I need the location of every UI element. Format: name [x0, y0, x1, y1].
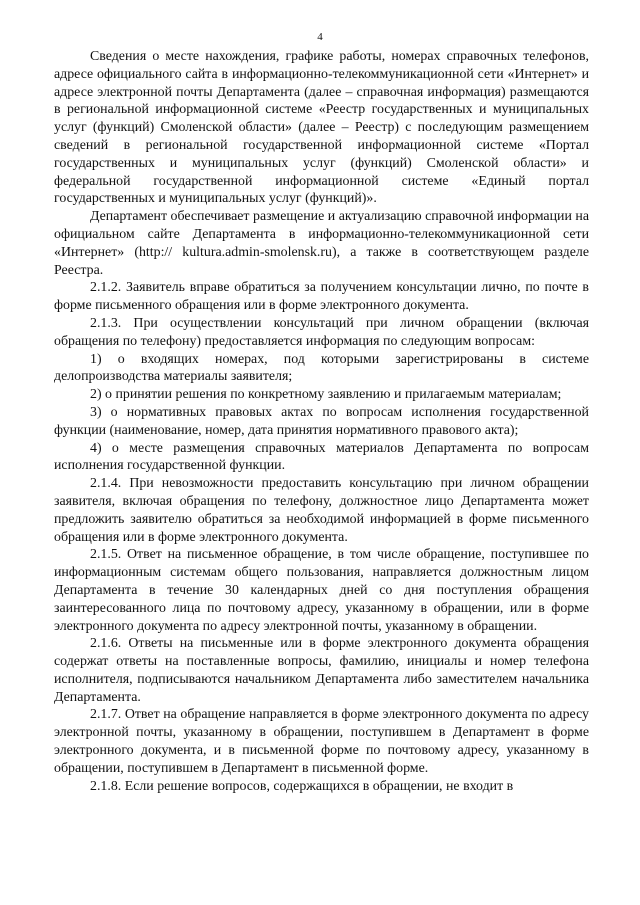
- paragraph-reference-info-placement: Сведения о месте нахождения, графике работы, номерах справочных телефонов, адресе официального сайта в информационно-телекоммуникационной сети «Интернет» и адресе электронной почты Департамента (далее – справочная информация) размещаются в региональной информационной системе «Реестр государственных и муниципальных услуг (функций) Смоленской области» (далее – Реестр) с последующим размещением сведений в региональной государственной информационной системе «Портал государственных и муниципальных услуг (функций) Смоленской области» и федеральной государственной информационной системе «Единый портал государственных и муниципальных услуг (функций)».: [54, 49, 589, 207]
- list-item-4: 4) о месте размещения справочных материалов Департамента по вопросам исполнения государственной функции.: [54, 440, 589, 474]
- list-item-1: 1) о входящих номерах, под которыми зарегистрированы в системе делопроизводства материалы заявителя;: [54, 351, 589, 385]
- paragraph-2-1-5: 2.1.5. Ответ на письменное обращение, в том числе обращение, поступившее по информационным системам общего пользования, направляется должностным лицом Департамента в течение 30 календарных дней со дня поступления обращения заинтересованного лица по почтовому адресу, указанному в обращении, или в форме электронного документа по адресу электронной почты, указанному в обращении.: [54, 547, 589, 634]
- paragraph-2-1-4: 2.1.4. При невозможности предоставить консультацию при личном обращении заявителя, включая обращения по телефону, должностное лицо Департамента может предложить заявителю обратиться за необходимой информацией в форме письменного обращения или в форме электронного документа.: [54, 476, 589, 545]
- paragraph-department-website: Департамент обеспечивает размещение и актуализацию справочной информации на официальном сайте Департамента в информационно-телекоммуникационной сети «Интернет» (http:// kultura.admin-smolensk.ru), а также в соответствующем разделе Реестра.: [54, 209, 589, 278]
- paragraph-2-1-8: 2.1.8. Если решение вопросов, содержащихся в обращении, не входит в: [90, 778, 514, 794]
- paragraph-2-1-6: 2.1.6. Ответы на письменные или в форме электронного документа обращения содержат ответы на поставленные вопросы, фамилию, инициалы и номер телефона исполнителя, подписываются начальником Департамента либо заместителем начальника Департамента.: [54, 636, 589, 705]
- list-item-3: 3) о нормативных правовых актах по вопросам исполнения государственной функции (наименование, номер, дата принятия нормативного правового акта);: [54, 404, 589, 438]
- paragraph-2-1-2: 2.1.2. Заявитель вправе обратиться за получением консультации лично, по почте в форме письменного обращения или в форме электронного документа.: [54, 280, 589, 314]
- paragraph-2-1-3: 2.1.3. При осуществлении консультаций при личном обращении (включая обращения по телефону) предоставляется информация по следующим вопросам:: [54, 315, 589, 349]
- page-number: 4: [317, 31, 323, 43]
- paragraph-2-1-7: 2.1.7. Ответ на обращение направляется в форме электронного документа по адресу электронной почты, указанному в обращении, поступившем в Департамент в форме электронного документа, и в письменной форме по почтовому адресу, указанному в обращении, поступившем в Департамент в письменной форме.: [54, 707, 589, 776]
- document-body: [54, 48, 589, 795]
- list-item-2: 2) о принятии решения по конкретному заявлению и прилагаемым материалам;: [90, 387, 562, 403]
